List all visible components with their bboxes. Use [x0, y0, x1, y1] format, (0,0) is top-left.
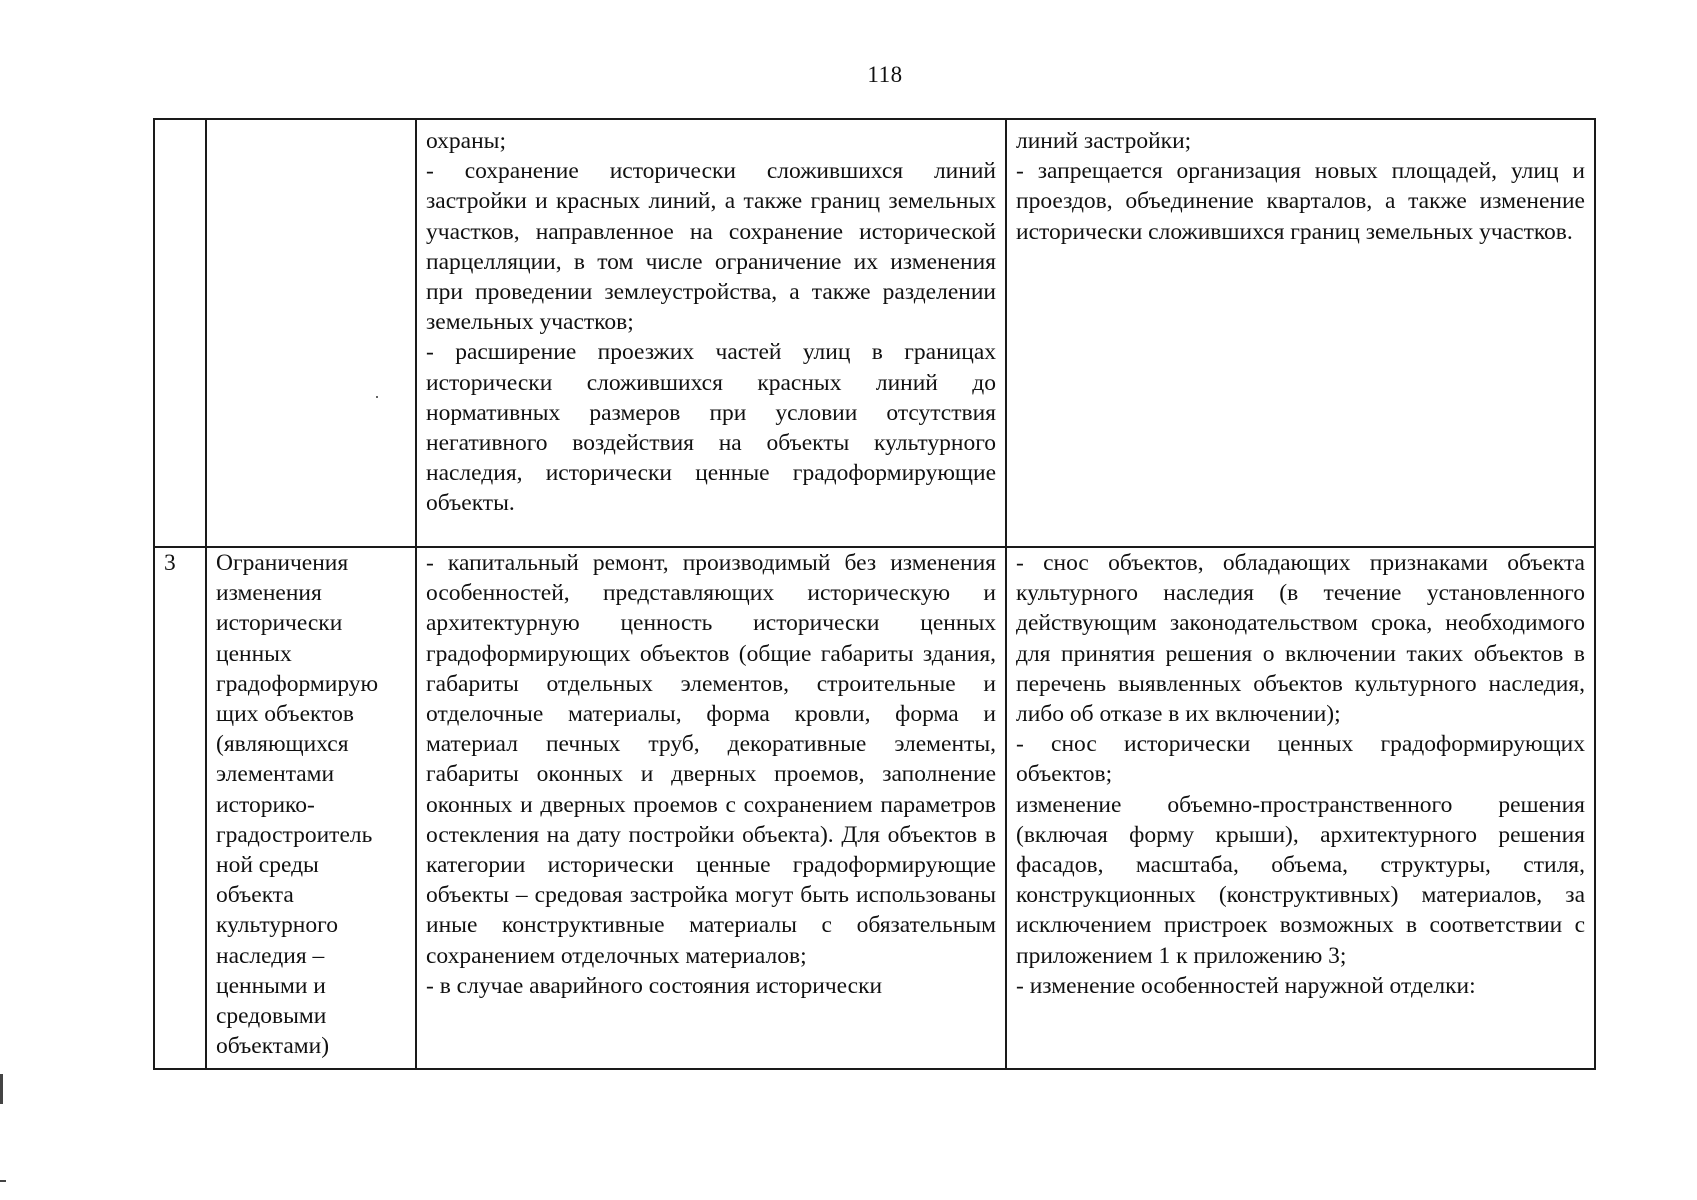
name-line: историко- [216, 791, 315, 818]
scan-dot [376, 396, 378, 398]
allowed-paragraph: - сохранение исторически сложившихся линий застройки и красных линий, а также границ земельных участков, направленное на сохранение исторической парцелляции, в том числе ограничение их изменения при проведении землеустройства, а также разделении земельных участков; [426, 158, 996, 336]
row-number-cell [154, 119, 206, 547]
forbidden-works-cell [1006, 547, 1595, 1069]
name-line: щих объектов [216, 701, 354, 728]
name-line: наследия – [216, 942, 325, 969]
restriction-name-cell [206, 547, 416, 1069]
forbidden-paragraph: изменение объемно-пространственного решения (включая форму крыши), архитектурного решения фасадов, масштаба, объема, структуры, стиля, конструкционных (конструктивных) материалов, за исключением пристроек возможных в соответствии с приложением 1 к приложению 3; [1016, 791, 1585, 969]
name-line: (являющихся [216, 731, 349, 758]
name-line: Ограничения [216, 550, 349, 576]
name-line: культурного [216, 912, 338, 939]
name-line: градоформирую [216, 670, 379, 697]
forbidden-paragraph: - снос исторически ценных градоформирующих объектов; [1016, 731, 1585, 788]
name-line: ной среды [216, 852, 319, 879]
name-line: градостроитель [216, 821, 373, 848]
name-line: ценных [216, 640, 292, 667]
forbidden-works-cell [1006, 119, 1595, 547]
name-line: средовыми [216, 1003, 327, 1030]
restriction-name-cell [206, 119, 416, 547]
forbidden-paragraph: линий застройки; [1016, 128, 1192, 154]
table-row [154, 547, 1595, 1069]
allowed-works-cell [416, 119, 1006, 547]
allowed-paragraph: охраны; [426, 128, 506, 154]
allowed-paragraph: - в случае аварийного состояния исторически [426, 972, 883, 999]
scan-edge-mark [0, 1074, 3, 1104]
name-line: объекта [216, 882, 294, 909]
name-line: изменения [216, 580, 322, 607]
allowed-works-cell [416, 547, 1006, 1069]
restrictions-table [153, 118, 1596, 1070]
name-line: ценными и [216, 972, 326, 999]
scan-edge-mark [0, 1180, 6, 1182]
table-row [154, 119, 1595, 547]
row-number-cell: 3 [154, 547, 206, 1069]
forbidden-paragraph: - запрещается организация новых площадей, улиц и проездов, объединение кварталов, а также изменение исторически сложившихся границ земельных участков. [1016, 158, 1585, 245]
page-number: 118 [867, 62, 903, 87]
name-line: исторически [216, 610, 343, 637]
name-line: элементами [216, 761, 335, 788]
name-line: объектами) [216, 1033, 330, 1060]
allowed-paragraph: - капитальный ремонт, производимый без изменения особенностей, представляющих историческую и архитектурную ценность исторически ценных градоформирующих объектов (общие габариты здания, габариты отдельных элементов, строительные и отделочные материалы, форма кровли, форма и материал печных труб, декоративные элементы, габариты оконных и дверных проемов, заполнение оконных и дверных проемов с сохранением параметров остекления на дату постройки объекта). Для объектов в категории исторически ценные градоформирующие объекты – средовая застройка могут быть использованы иные конструктивные материалы с обязательным сохранением отделочных материалов; [426, 550, 996, 969]
forbidden-paragraph: - изменение особенностей наружной отделки: [1016, 972, 1476, 999]
allowed-paragraph: - расширение проезжих частей улиц в границах исторически сложившихся красных линий до нормативных размеров при условии отсутствия негативного воздействия на объекты культурного наследия, исторически ценные градоформирующие объекты. [426, 339, 996, 517]
forbidden-paragraph: - снос объектов, обладающих признаками объекта культурного наследия (в течение установленного действующим законодательством срока, необходимого для принятия решения о включении таких объектов в перечень выявленных объектов культурного наследия, либо об отказе в их включении); [1016, 550, 1585, 728]
